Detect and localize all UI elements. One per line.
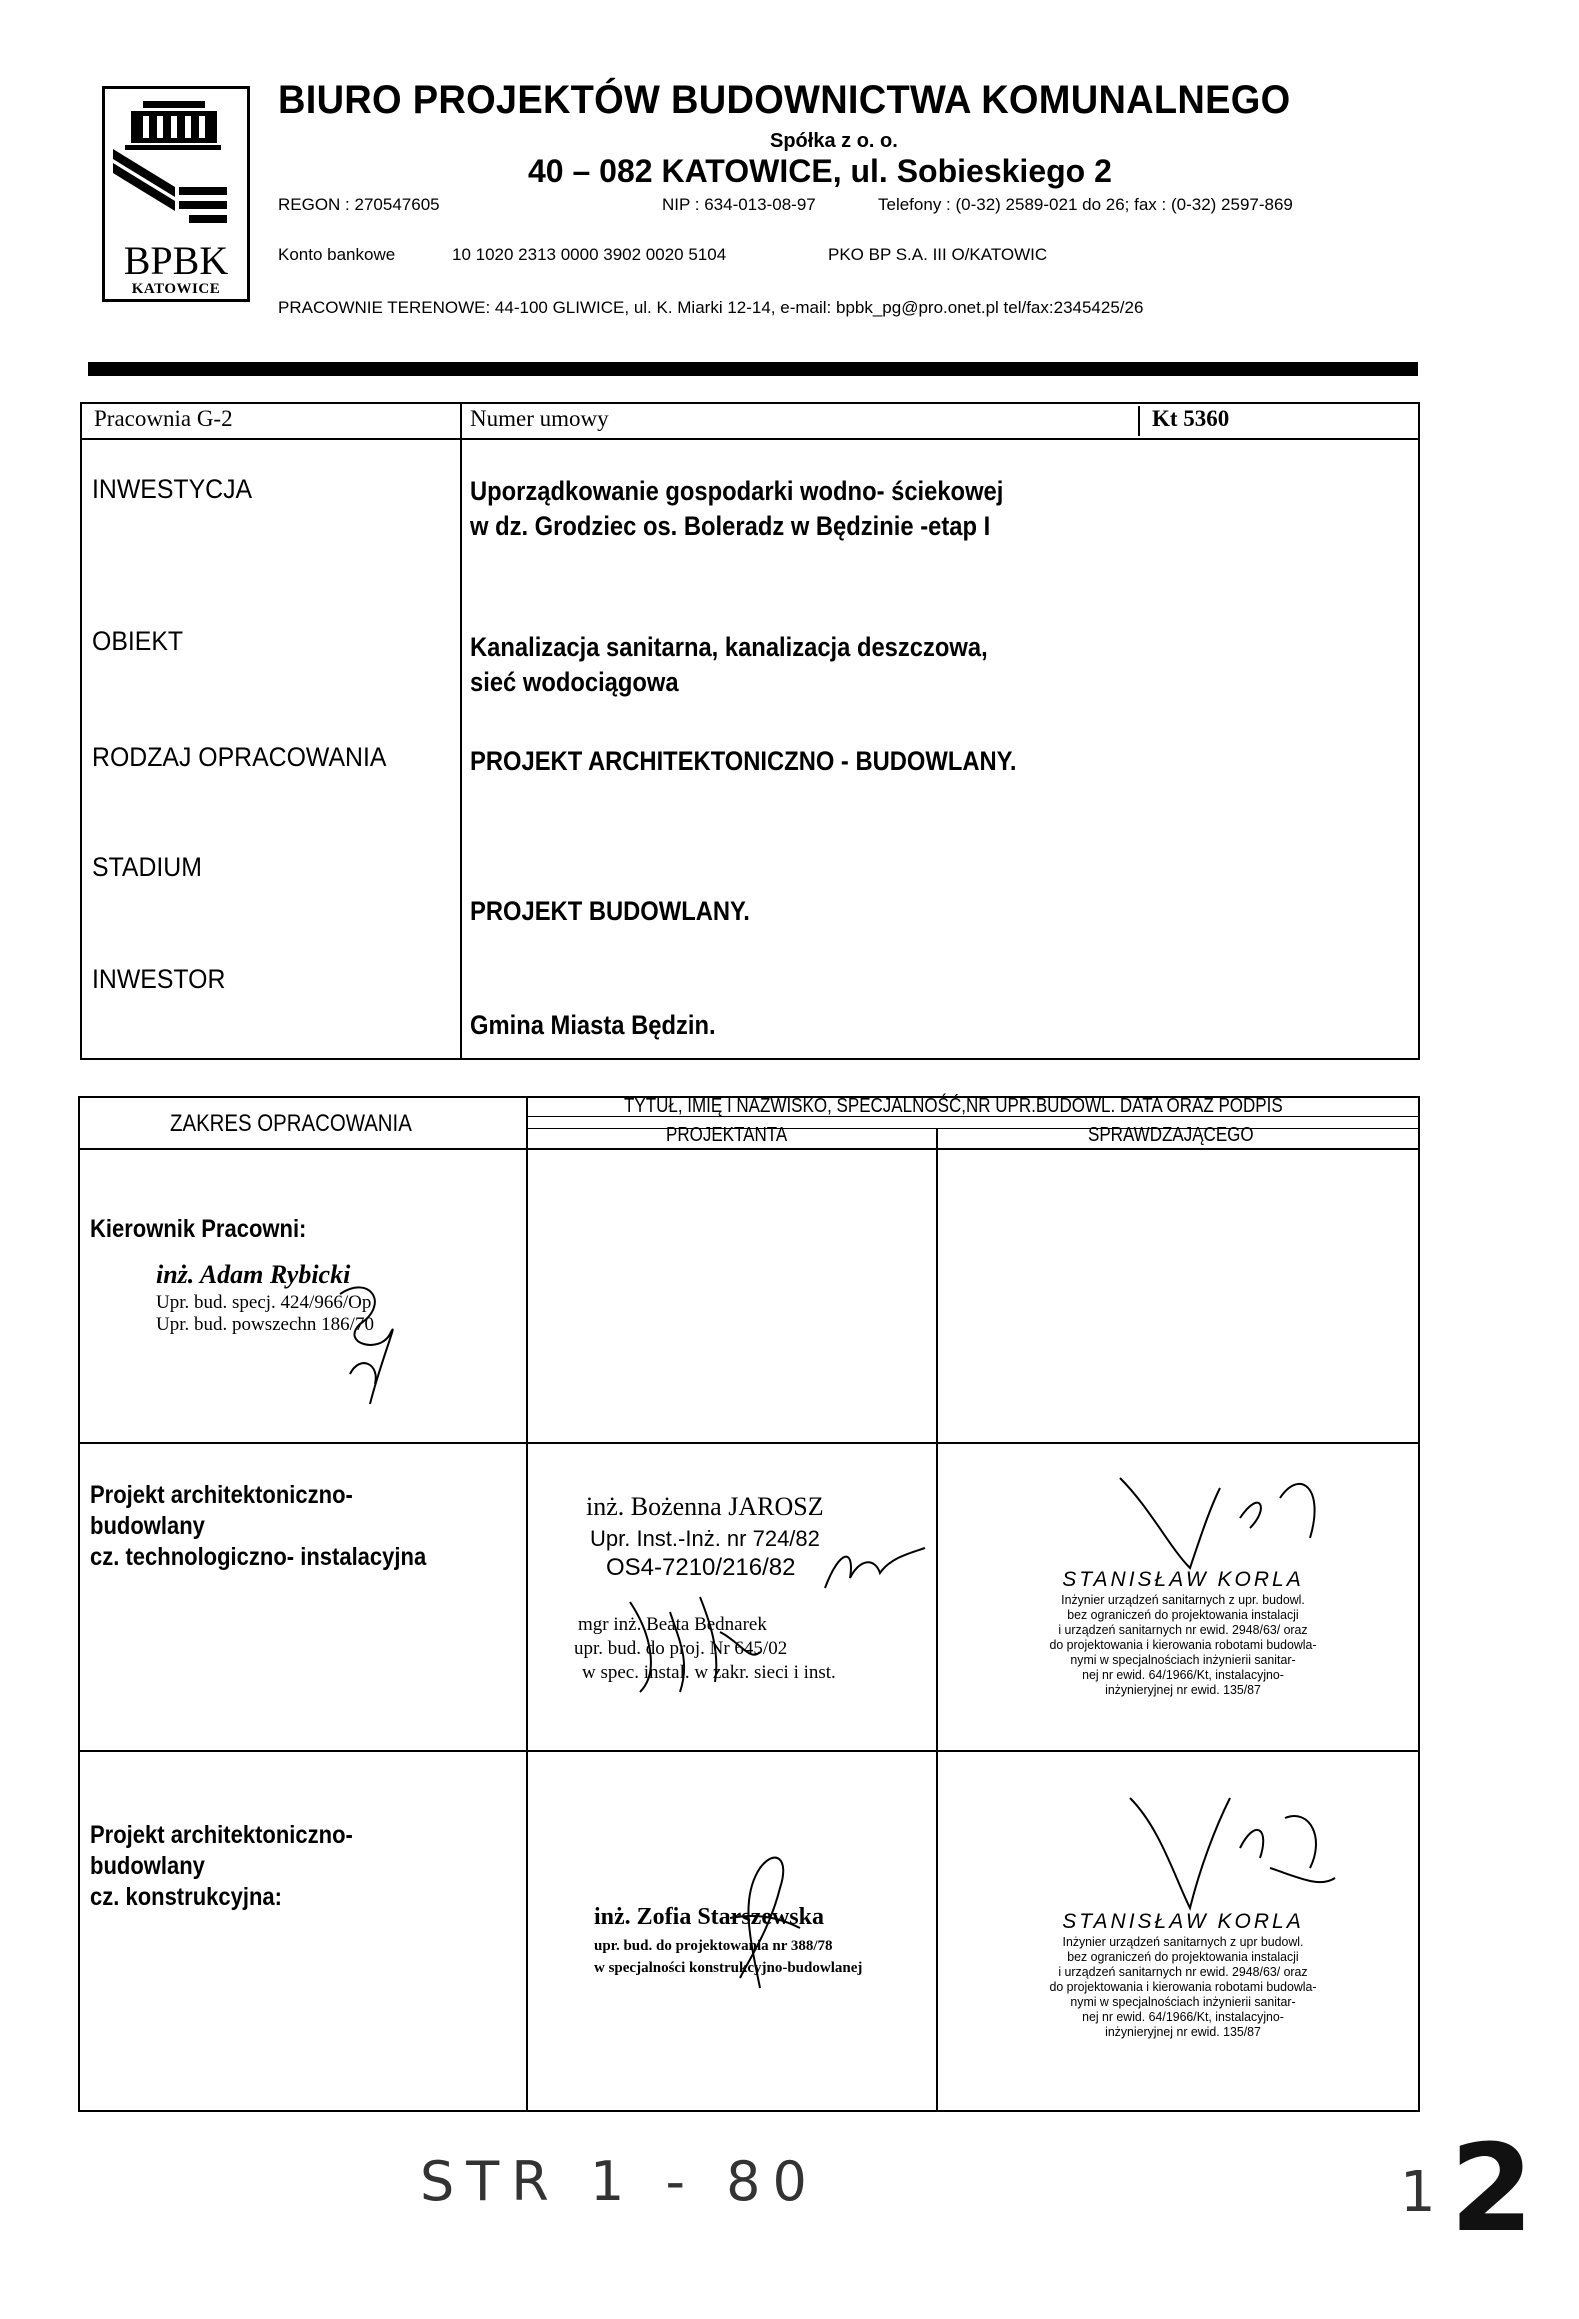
signature-bednarek (620, 1592, 770, 1702)
designer2-line3: w spec. instal. w zakr. sieci i inst. (582, 1662, 836, 1683)
checker2-line: i urządzeń sanitarnych nr ewid. 2948/63/ oraz (1058, 1964, 1308, 1979)
label-inwestor: INWESTOR (92, 964, 226, 994)
designer3-line1: inż. Zofia Starszewska (594, 1904, 824, 1930)
numer-umowy-label: Numer umowy (470, 406, 609, 431)
scope-table (78, 1096, 1420, 2112)
label-inwestycja: INWESTYCJA (92, 474, 253, 504)
signature-korla-1 (1110, 1468, 1330, 1578)
checker1-line: inżynieryjnej nr ewid. 135/87 (1105, 1682, 1261, 1697)
section2-title-3: cz. technologiczno- instalacyjna (90, 1543, 427, 1571)
handwritten-page-range: STR 1 - 80 (420, 2150, 819, 2213)
label-obiekt: OBIEKT (92, 626, 184, 656)
label-stadium: STADIUM (92, 852, 202, 882)
section1-stamp-line1: Upr. bud. specj. 424/966/Op (156, 1292, 372, 1313)
value-stadium: PROJEKT BUDOWLANY. (470, 896, 750, 926)
checker2-name: STANISŁAW KORLA (1062, 1910, 1304, 1933)
section3-title-3: cz. konstrukcyjna: (90, 1883, 282, 1911)
signature-korla-2 (1120, 1788, 1340, 1918)
company-address: 40 – 082 KATOWICE, ul. Sobieskiego 2 (528, 153, 1112, 189)
checker2-line: do projektowania i kierowania robotami budowla- (1049, 1979, 1317, 1994)
bank-label: Konto bankowe (278, 245, 396, 264)
phones: Telefony : (0-32) 2589-021 do 26; fax : (0-32) 2597-869 (878, 195, 1293, 214)
designer1-line2: Upr. Inst.-Inż. nr 724/82 (590, 1526, 820, 1551)
regon: REGON : 270547605 (278, 195, 440, 214)
bank-account: 10 1020 2313 0000 3902 0020 5104 (452, 245, 727, 264)
col-title-header: TYTUŁ, IMIĘ I NAZWISKO, SPECJALNOŚĆ,NR UPR.BUDOWL. DATA ORAZ PODPIS (624, 1095, 1283, 1117)
company-name: BIURO PROJEKTÓW BUDOWNICTWA KOMUNALNEGO (278, 78, 1291, 122)
section1-stamp-name: inż. Adam Rybicki (156, 1260, 351, 1289)
checker2-line: inżynieryjnej nr ewid. 135/87 (1105, 2024, 1261, 2039)
designer2-line2: upr. bud. do proj. Nr 645/02 (574, 1638, 788, 1659)
checker1-line: Inżynier urządzeń sanitarnych z upr. budowl. (1061, 1592, 1305, 1607)
company-logo (102, 86, 250, 302)
section3-title-2: budowlany (90, 1852, 205, 1880)
section1-stamp-line2: Upr. bud. powszechn 186/70 (156, 1314, 374, 1335)
checker1-name: STANISŁAW KORLA (1062, 1568, 1304, 1591)
section1-title: Kierownik Pracowni: (90, 1215, 307, 1243)
checker2-line: nej nr ewid. 64/1966/Kt, instalacyjno- (1082, 2009, 1284, 2024)
checker1-line: bez ograniczeń do projektowania instalacji (1067, 1607, 1299, 1622)
value-inwestycja-2: w dz. Grodziec os. Boleradz w Będzinie -etap I (470, 511, 991, 541)
logo-city: KATOWICE (131, 281, 221, 297)
value-inwestor: Gmina Miasta Będzin. (470, 1010, 716, 1040)
checker2-line: Inżynier urządzeń sanitarnych z upr budowl. (1062, 1934, 1304, 1949)
checker2-line: nymi w specjalnościach inżynierii sanitar- (1070, 1994, 1296, 2009)
value-obiekt-2: sieć wodociągowa (470, 667, 679, 697)
value-inwestycja-1: Uporządkowanie gospodarki wodno- ściekowej (470, 476, 1004, 506)
col-scope-header: ZAKRES OPRACOWANIA (170, 1110, 412, 1137)
logo-text: BPBK (123, 238, 229, 283)
label-rodzaj: RODZAJ OPRACOWANIA (92, 742, 387, 772)
designer1-line3: OS4-7210/216/82 (606, 1554, 796, 1581)
checker1-line: i urządzeń sanitarnych nr ewid. 2948/63/ oraz (1058, 1622, 1308, 1637)
project-table (80, 402, 1420, 1060)
value-rodzaj: PROJEKT ARCHITEKTONICZNO - BUDOWLANY. (470, 746, 1017, 776)
designer2-line1: mgr inż. Beata Bednarek (578, 1614, 767, 1635)
numer-umowy: Kt 5360 (1152, 406, 1230, 431)
nip: NIP : 634-013-08-97 (662, 195, 816, 214)
pracownia: Pracownia G-2 (94, 406, 233, 431)
section3-title-1: Projekt architektoniczno- (90, 1821, 353, 1849)
header-divider (88, 362, 1418, 376)
checker1-line: nymi w specjalnościach inżynierii sanitar- (1070, 1652, 1296, 1667)
handwritten-page-number-1: 1 (1400, 2160, 1436, 2225)
company-form: Spółka z o. o. (770, 130, 898, 152)
bank-name: PKO BP S.A. III O/KATOWIC (828, 245, 1048, 264)
branch-info: PRACOWNIE TERENOWE: 44-100 GLIWICE, ul. K. Miarki 12-14, e-mail: bpbk_pg@pro.onet.pl tel/fax:2345425/26 (278, 298, 1144, 317)
signature-starszewska (700, 1838, 820, 1998)
building-icon (105, 89, 247, 239)
checker-stamp-1 (988, 1568, 1378, 1697)
checker1-line: nej nr ewid. 64/1966/Kt, instalacyjno- (1082, 1667, 1284, 1682)
col-checker-header: SPRAWDZAJĄCEGO (1088, 1124, 1254, 1146)
checker1-line: do projektowania i kierowania robotami budowla- (1049, 1637, 1317, 1652)
designer1-line1: inż. Bożenna JAROSZ (586, 1492, 824, 1521)
section2-title-2: budowlany (90, 1512, 205, 1540)
checker2-line: bez ograniczeń do projektowania instalacji (1067, 1949, 1299, 1964)
col-designer-header: PROJEKTANTA (666, 1124, 788, 1146)
checker-stamp-2 (988, 1910, 1378, 2039)
designer3-line3: w specjalności konstrukcyjno-budowlanej (594, 1960, 863, 1976)
value-obiekt-1: Kanalizacja sanitarna, kanalizacja deszczowa, (470, 632, 988, 662)
section2-title-1: Projekt architektoniczno- (90, 1481, 353, 1509)
signature-rybicki (320, 1254, 430, 1414)
designer3-line2: upr. bud. do projektowania nr 388/78 (594, 1938, 833, 1954)
signature-jarosz (820, 1538, 930, 1598)
handwritten-page-number-2: 2 (1450, 2120, 1534, 2259)
